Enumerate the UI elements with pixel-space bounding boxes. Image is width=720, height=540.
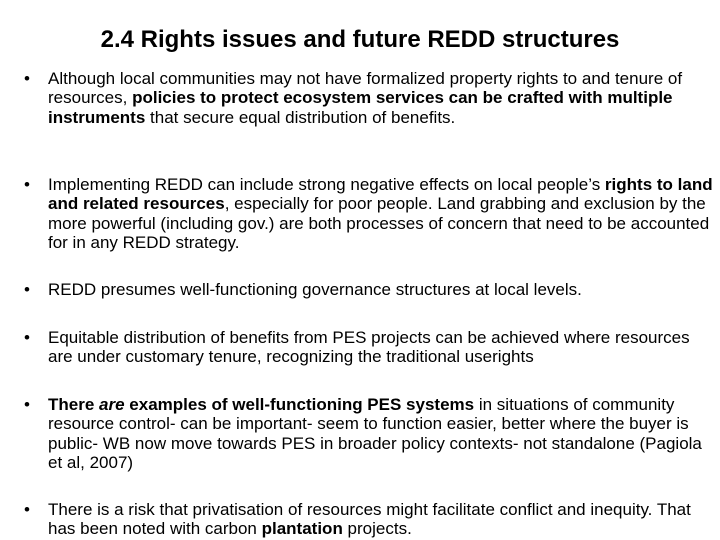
bullet-text-run: Implementing REDD can include strong negative effects on local people’s (48, 175, 605, 194)
bullet-text-run: Although local communities may not have formalized property rights to and tenure of resources, (48, 69, 683, 108)
bullet-text (48, 69, 714, 127)
bullet-text-run: There is a risk that privatisation of resources might facilitate conflict and inequity. That has been noted with carbon (48, 500, 691, 539)
bullet-item (24, 328, 714, 367)
bullet-text (48, 500, 714, 539)
bullet-item (24, 395, 714, 473)
bullet-text (48, 395, 714, 473)
bullet-text-run: There (48, 395, 100, 414)
bullet-text (48, 328, 714, 367)
bullet-item (24, 175, 714, 253)
bullet-text-run: examples of well-functioning PES systems (124, 395, 475, 414)
bullet-dot-icon: • (24, 175, 30, 194)
bullet-text-run: are (99, 395, 125, 414)
bullet-text-run: that secure equal distribution of benefits. (145, 107, 456, 127)
bullet-text-run: policies to protect ecosystem services can be crafted with multiple instruments (48, 88, 673, 127)
bullet-item (24, 280, 714, 299)
bullet-text-run: plantation (261, 519, 343, 539)
bullet-item (24, 500, 714, 539)
bullet-text-run: , especially for poor people. Land grabbing and exclusion by the more powerful (including gov.) are both processes of concern that need to be accounted for in any REDD strategy. (48, 194, 710, 253)
bullet-text-run: Equitable distribution of benefits from PES projects can be achieved where resources are under customary tenure, recognizing the traditional userights (48, 328, 690, 367)
bullet-text-run: REDD presumes well-functioning governance structures at local levels. (48, 280, 582, 299)
bullet-text-run: in situations of community resource control- can be important- seem to function easier, better where the buyer is public- WB now move towards PES in broader policy contexts- not standalone (Pagiola et al, 2007) (48, 395, 702, 473)
bullet-text-run: rights to land and related resources (48, 175, 713, 214)
bullet-text (48, 175, 714, 253)
bullet-dot-icon: • (24, 500, 30, 519)
bullet-dot-icon: • (24, 69, 30, 88)
bullet-text-run: projects. (342, 519, 412, 539)
bullet-dot-icon: • (24, 395, 30, 414)
slide-title: 2.4 Rights issues and future REDD structures (100, 26, 620, 53)
bullet-dot-icon: • (24, 328, 30, 347)
bullet-dot-icon: • (24, 280, 30, 299)
bullet-text (48, 280, 714, 299)
bullet-item (24, 69, 714, 127)
